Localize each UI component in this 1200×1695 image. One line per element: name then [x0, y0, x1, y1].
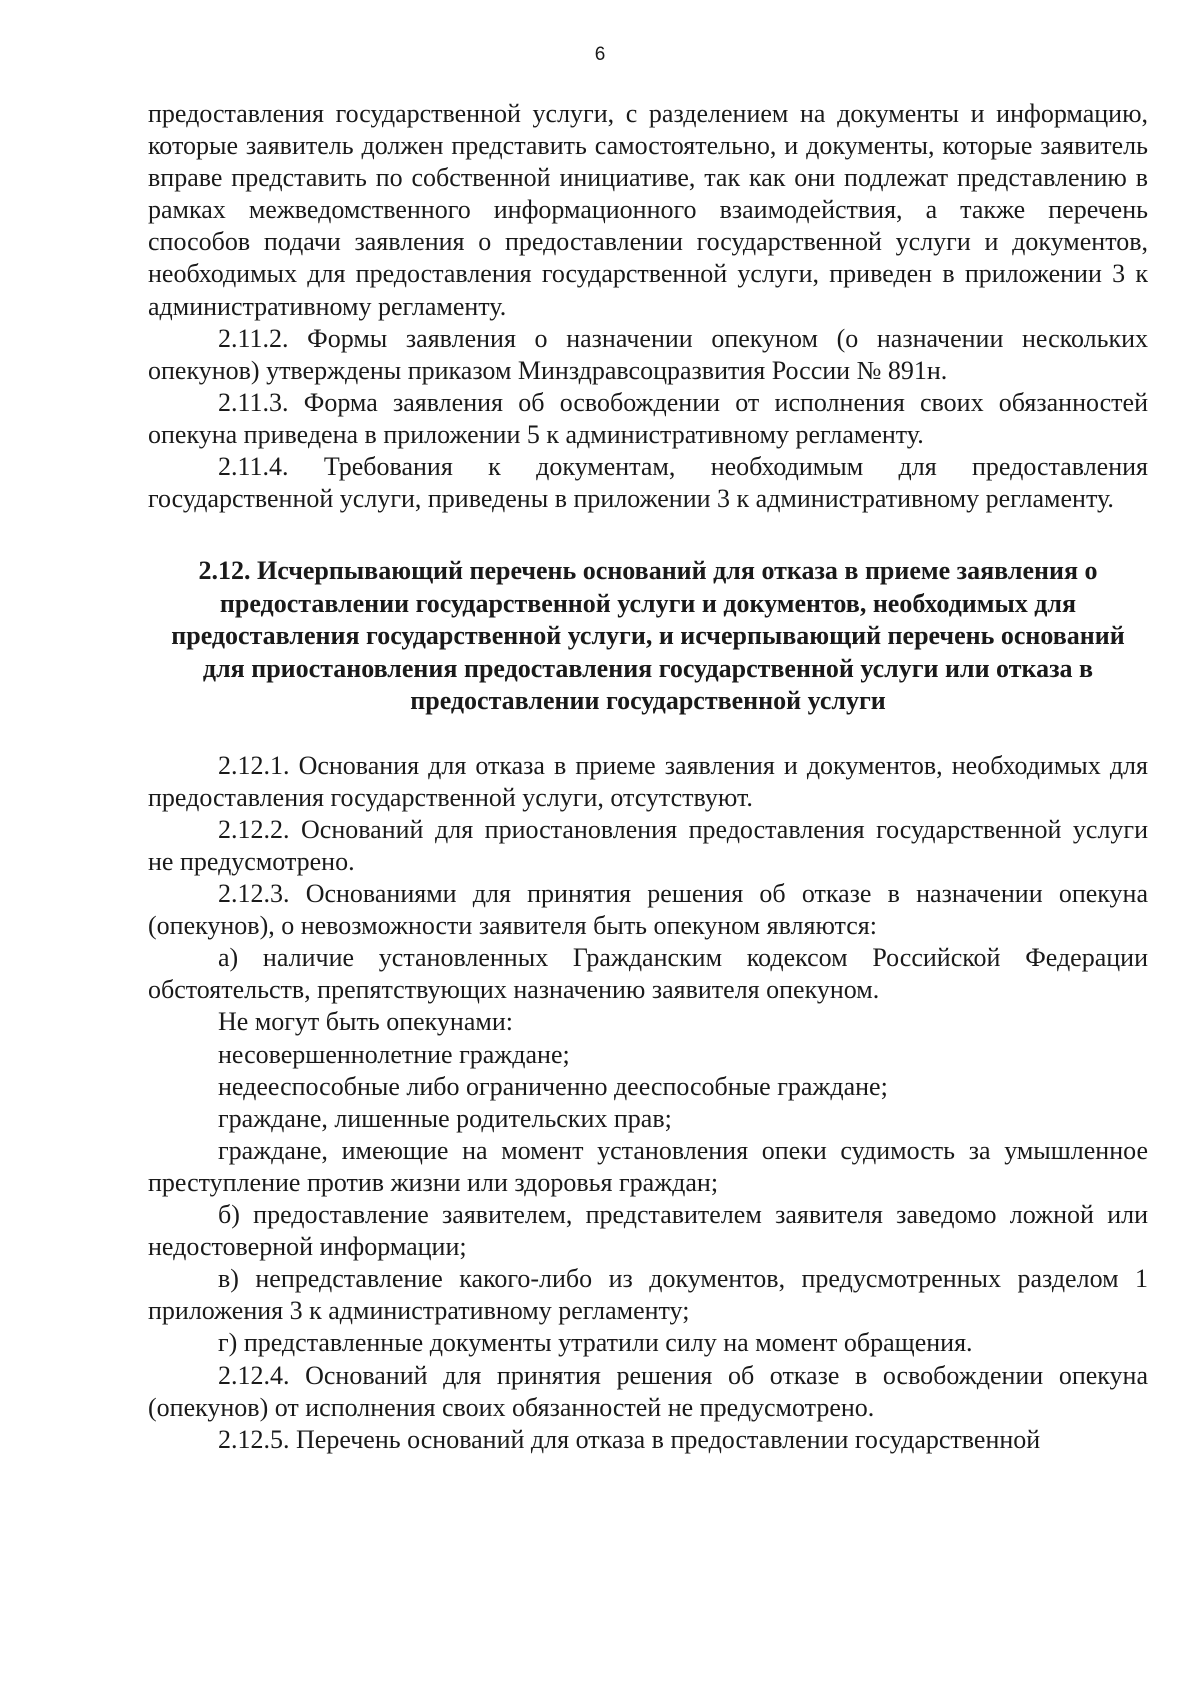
paragraph-2-12-3: 2.12.3. Основаниями для принятия решения об отказе в назначении опекуна (опекунов), о невозможности заявителя быть опекуном являются:: [148, 879, 1148, 941]
list-item: граждане, лишенные родительских прав;: [218, 1103, 672, 1133]
list-item: граждане, имеющие на момент установления опеки судимость за умышленное преступление против жизни или здоровья граждан;: [148, 1135, 1148, 1197]
list-item: недееспособные либо ограниченно дееспособные граждане;: [218, 1071, 888, 1101]
list-item-v: в) непредставление какого-либо из документов, предусмотренных разделом 1 приложения 3 к административному регламенту;: [148, 1264, 1148, 1326]
paragraph-2-12-4: 2.12.4. Оснований для принятия решения об отказе в освобождении опекуна (опекунов) от исполнения своих обязанностей не предусмотрено.: [148, 1360, 1148, 1422]
paragraph-2-12-1: 2.12.1. Основания для отказа в приеме заявления и документов, необходимых для предоставления государственной услуги, отсутствуют.: [148, 750, 1148, 812]
paragraph-continuation: предоставления государственной услуги, с разделением на документы и информацию, которые заявитель должен представить самостоятельно, и документы, которые заявитель вправе представить по собственной инициативе, так как они подлежат представлению в рамках межведомственного информационного взаимодействия, а также перечень способов подачи заявления о предоставлении государственной услуги и документов, необходимых для предоставления государственной услуги, приведен в приложении 3 к административному регламенту.: [148, 99, 1148, 321]
paragraph-2-12-5: 2.12.5. Перечень оснований для отказа в предоставлении государственной: [218, 1424, 1041, 1454]
list-item-a: а) наличие установленных Гражданским кодексом Российской Федерации обстоятельств, препятствующих назначению заявителя опекуном.: [148, 943, 1148, 1005]
paragraph-2-11-4: 2.11.4. Требования к документам, необходимым для предоставления государственной услуги, приведены в приложении 3 к административному регламенту.: [148, 452, 1148, 514]
list-item-b: б) предоставление заявителем, представителем заявителя заведомо ложной или недостоверной информации;: [148, 1200, 1148, 1262]
list-intro: Не могут быть опекунами:: [218, 1007, 513, 1037]
paragraph-2-11-2: 2.11.2. Формы заявления о назначении опекуном (о назначении нескольких опекунов) утверждены приказом Минздравсоцразвития России № 891н.: [148, 323, 1148, 385]
document-body: [148, 98, 1148, 1456]
list-item-g: г) представленные документы утратили силу на момент обращения.: [218, 1328, 973, 1358]
section-heading-2-12: 2.12. Исчерпывающий перечень оснований для отказа в приеме заявления о предоставлении государственной услуги и документов, необходимых для предоставления государственной услуги, и исчерпывающий перечень оснований для приостановления предоставления государственной услуги или отказа в предоставлении государственной услуги: [171, 556, 1125, 716]
paragraph-2-12-2: 2.12.2. Оснований для приостановления предоставления государственной услуги не предусмотрено.: [148, 814, 1148, 876]
paragraph-2-11-3: 2.11.3. Форма заявления об освобождении от исполнения своих обязанностей опекуна приведена в приложении 5 к административному регламенту.: [148, 387, 1148, 449]
list-item: несовершеннолетние граждане;: [218, 1039, 570, 1069]
page-number: 6: [594, 44, 606, 65]
